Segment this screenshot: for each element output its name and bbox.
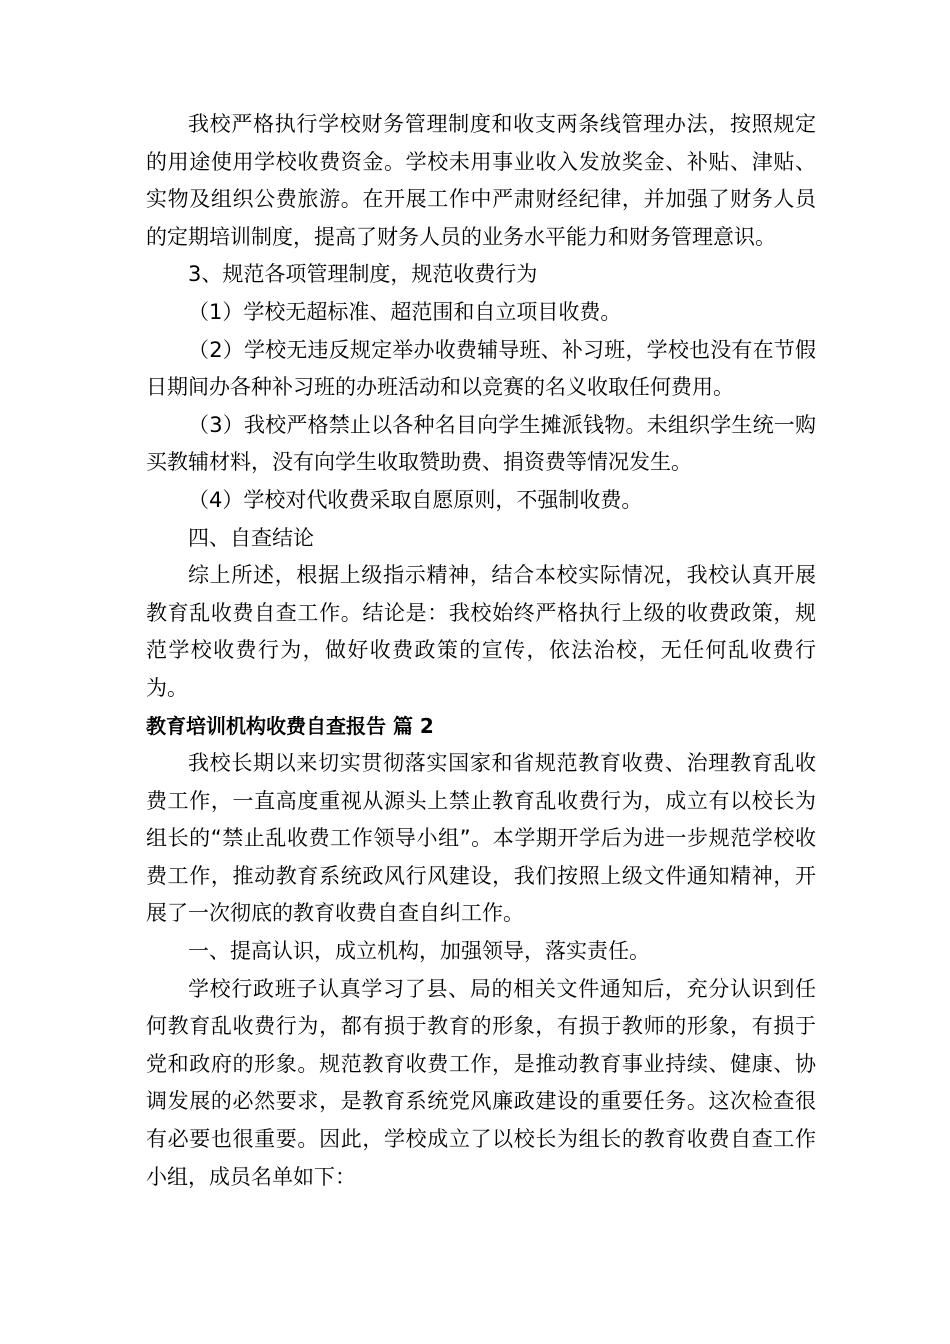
paragraph-subitem-2: （2）学校无违反规定举办收费辅导班、补习班，学校也没有在节假日期间办各种补习班的办班活动和以竞赛的名义收取任何费用。 [146, 337, 816, 400]
paragraph-section-4-heading: 四、自查结论 [188, 525, 314, 550]
paragraph-section-1-heading: 一、提高认识，成立机构，加强领导，落实责任。 [188, 939, 650, 964]
section-heading: 教育培训机构收费自查报告 篇 2 [146, 713, 434, 738]
paragraph-conclusion: 综上所述，根据上级指示精神，结合本校实际情况，我校认真开展教育乱收费自查工作。结论是：我校始终严格执行上级的收费政策，规范学校收费行为，做好收费政策的宣传，依法治校，无任何乱收费行为。 [146, 563, 816, 700]
document-page [146, 106, 816, 1196]
paragraph-subitem-4: （4）学校对代收费采取自愿原则，不强制收费。 [188, 487, 643, 512]
paragraph-subitem-1: （1）学校无超标准、超范围和自立项目收费。 [188, 299, 622, 324]
paragraph-leadership-group: 学校行政班子认真学习了县、局的相关文件通知后，充分认识到任何教育乱收费行为，都有损于教育的形象，有损于教师的形象，有损于党和政府的形象。规范教育收费工作，是推动教育事业持续、健康、协调发展的必然要求，是教育系统党风廉政建设的重要任务。这次检查很有必要也很重要。因此，学校成立了以校长为组长的教育收费自查工作小组，成员名单如下： [146, 976, 816, 1189]
paragraph-subitem-3: （3）我校严格禁止以各种名目向学生摊派钱物。未组织学生统一购买教辅材料，没有向学生收取赞助费、捐资费等情况发生。 [146, 412, 816, 475]
paragraph-item-3-heading: 3、规范各项管理制度，规范收费行为 [188, 262, 538, 287]
paragraph-intro: 我校长期以来切实贯彻落实国家和省规范教育收费、治理教育乱收费工作，一直高度重视从源头上禁止教育乱收费行为，成立有以校长为组长的“禁止乱收费工作领导小组”。本学期开学后为进一步规范学校收费工作，推动教育系统政风行风建设，我们按照上级文件通知精神，开展了一次彻底的教育收费自查自纠工作。 [146, 751, 816, 926]
paragraph-finance-management: 我校严格执行学校财务管理制度和收支两条线管理办法，按照规定的用途使用学校收费资金。学校未用事业收入发放奖金、补贴、津贴、实物及组织公费旅游。在开展工作中严肃财经纪律，并加强了财务人员的定期培训制度，提高了财务人员的业务水平能力和财务管理意识。 [146, 112, 816, 249]
